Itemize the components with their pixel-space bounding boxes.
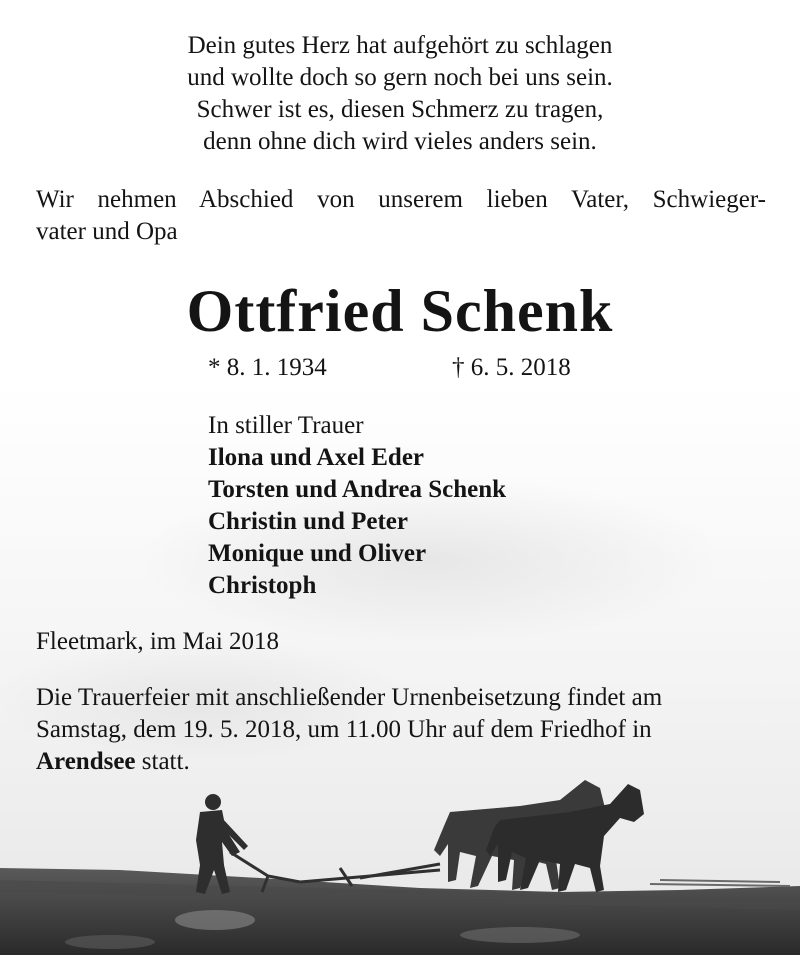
poem-line: Schwer ist es, diesen Schmerz zu tragen, [196, 96, 604, 123]
funeral-info-line: Samstag, dem 19. 5. 2018, um 11.00 Uhr auf dem Friedhof in [36, 716, 652, 743]
poem-line: und wollte doch so gern noch bei uns sein. [187, 64, 613, 91]
intro-text: Wir nehmen Abschied von unserem lieben Vater, Schwieger- [36, 186, 766, 213]
poem-line: Dein gutes Herz hat aufgehört zu schlagen [187, 32, 613, 59]
funeral-info-line: Die Trauerfeier mit anschließender Urnenbeisetzung findet am [36, 684, 663, 711]
mourner-name: Ilona und Axel Eder [208, 444, 425, 471]
mourner-name: Torsten und Andrea Schenk [208, 476, 507, 503]
funeral-suffix: statt. [135, 748, 190, 775]
intro-text-continued: vater und Opa [36, 218, 178, 245]
mourner-name: Christin und Peter [208, 508, 408, 535]
poem-line: denn ohne dich wird vieles anders sein. [203, 128, 597, 155]
funeral-info-line [36, 746, 190, 778]
funeral-location: Arendsee [36, 748, 136, 775]
mourner-name: Christoph [208, 572, 317, 599]
death-date: † 6. 5. 2018 [452, 354, 571, 381]
mourners-heading: In stiller Trauer [208, 412, 364, 439]
plowing-scene-image [0, 760, 800, 955]
mourner-name: Monique und Oliver [208, 540, 427, 567]
deceased-name: Ottfried Schenk [186, 278, 614, 344]
place-date: Fleetmark, im Mai 2018 [36, 628, 280, 655]
birth-date: * 8. 1. 1934 [208, 354, 327, 381]
horse-silhouettes [434, 780, 644, 892]
